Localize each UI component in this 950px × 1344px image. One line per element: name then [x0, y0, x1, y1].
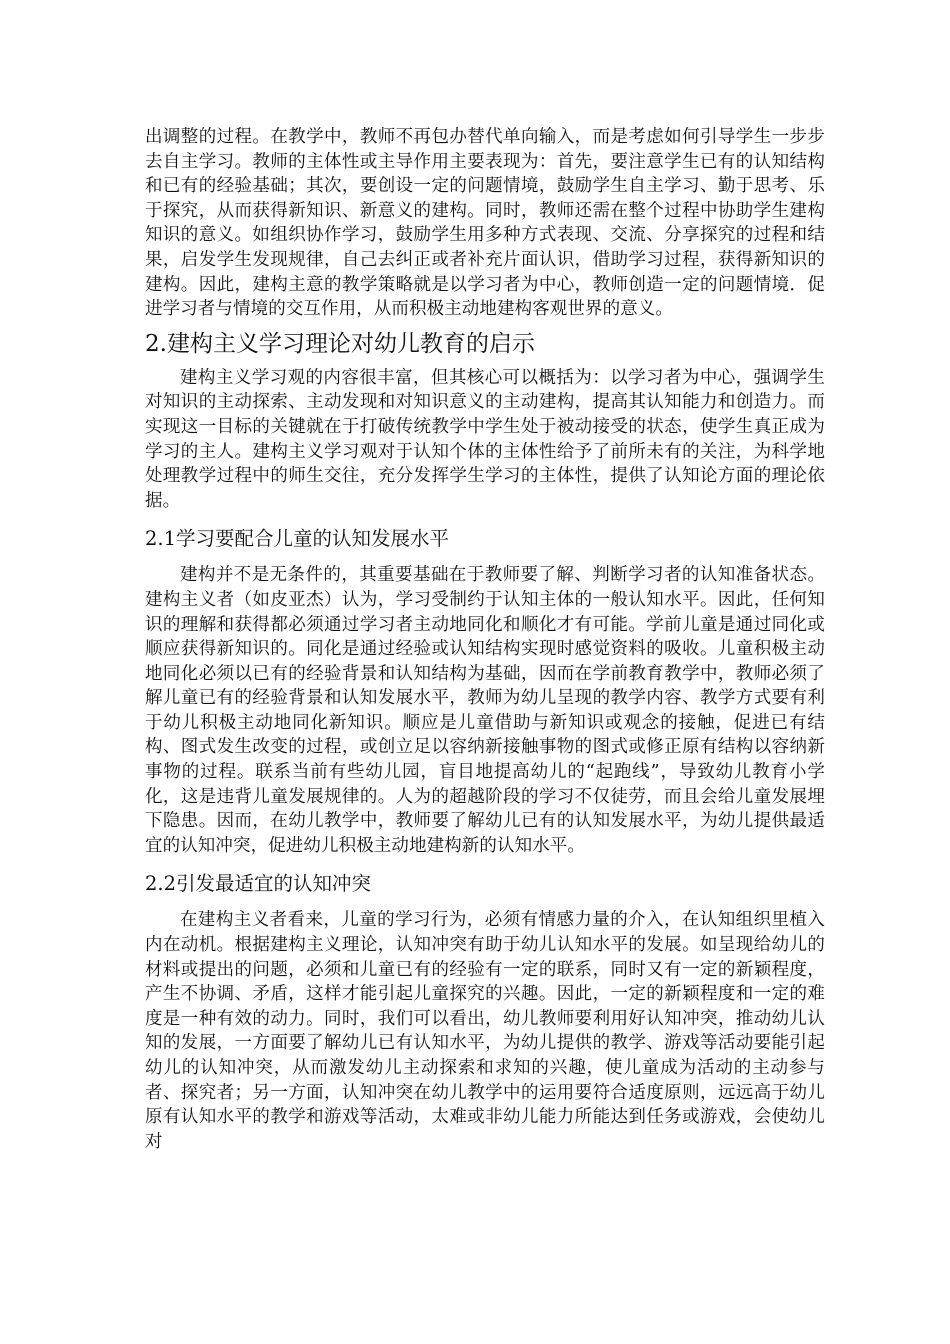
section-heading-2-2: 2.2引发最适宜的认知冲突	[145, 872, 372, 896]
section-heading-2-1: 2.1学习要配合儿童的认知发展水平	[145, 527, 450, 551]
document-page	[145, 125, 825, 1154]
section-2-intro-paragraph: 建构主义学习观的内容很丰富，但其核心可以概括为：以学习者为中心，强调学生对知识的主动探索、主动发现和对知识意义的主动建构，提高其认知能力和创造力。而实现这一目标的关键就在于打破传统教学中学生处于被动接受的状态，使学生真正成为学习的主人。建构主义学习观对于认知个体的主体性给予了前所未有的关注，为科学地处理教学过程中的师生交往，充分发挥学生学习的主体性，提供了认知论方面的理论依据。	[145, 367, 825, 511]
section-2-1-paragraph: 建构并不是无条件的，其重要基础在于教师要了解、判断学习者的认知准备状态。建构主义者（如皮亚杰）认为，学习受制约于认知主体的一般认知水平。因此，任何知识的理解和获得都必须通过学习者主动地同化和顺化才有可能。学前儿童是通过同化或顺应获得新知识的。同化是通过经验或认知结构实现时感觉资料的吸收。儿童积极主动地同化必须以已有的经验背景和认知结构为基础，因而在学前教育教学中，教师必须了解儿童已有的经验背景和认知发展水平，教师为幼儿呈现的教学内容、教学方式要有利于幼儿积极主动地同化新知识。顺应是儿童借助与新知识或观念的接触，促进已有结构、图式发生改变的过程，或创立足以容纳新接触事物的图式或修正原有结构以容纳新事物的过程。联系当前有些幼儿园，盲目地提高幼儿的“起跑线”，导致幼儿教育小学化，这是违背儿童发展规律的。人为的超越阶段的学习不仅徒劳，而且会给儿童发展埋下隐患。因而，在幼儿教学中，教师要了解幼儿已有的认知发展水平，为幼儿提供最适宜的认知冲突，促进幼儿积极主动地建构新的认知水平。	[145, 565, 825, 856]
section-heading-2: 2.建构主义学习理论对幼儿教育的启示	[145, 330, 535, 357]
section-2-2-paragraph: 在建构主义者看来，儿童的学习行为，必须有情感力量的介入，在认知组织里植入内在动机。根据建构主义理论，认知冲突有助于幼儿认知水平的发展。如呈现给幼儿的材料或提出的问题，必须和儿童已有的经验有一定的联系，同时又有一定的新颖程度，产生不协调、矛盾，这样才能引起儿童探究的兴趣。因此，一定的新颖程度和一定的难度是一种有效的动力。同时，我们可以看出，幼儿教师要利用好认知冲突，推动幼儿认知的发展，一方面要了解幼儿已有认知水平，为幼儿提供的教学、游戏等活动要能引起幼儿的认知冲突，从而激发幼儿主动探索和求知的兴趣，使儿童成为活动的主动参与者、探究者；另一方面，认知冲突在幼儿教学中的运用要符合适度原则，远远高于幼儿原有认知水平的教学和游戏等活动，太难或非幼儿能力所能达到任务或游戏，会使幼儿对	[145, 910, 825, 1152]
continuation-paragraph: 出调整的过程。在教学中，教师不再包办替代单向输入，而是考虑如何引导学生一步步去自主学习。教师的主体性或主导作用主要表现为：首先，要注意学生已有的认知结构和已有的经验基础；其次，要创设一定的问题情境，鼓励学生自主学习、勤于思考、乐于探究，从而获得新知识、新意义的建构。同时，教师还需在整个过程中协助学生建构知识的意义。如组织协作学习，鼓励学生用多种方式表现、交流、分享探究的过程和结果，启发学生发现规律，自己去纠正或者补充片面认识，借助学习过程，获得新知识的建构。因此，建构主意的教学策略就是以学习者为中心，教师创造一定的问题情境．促进学习者与情境的交互作用，从而积极主动地建构客观世界的意义。	[145, 127, 825, 320]
